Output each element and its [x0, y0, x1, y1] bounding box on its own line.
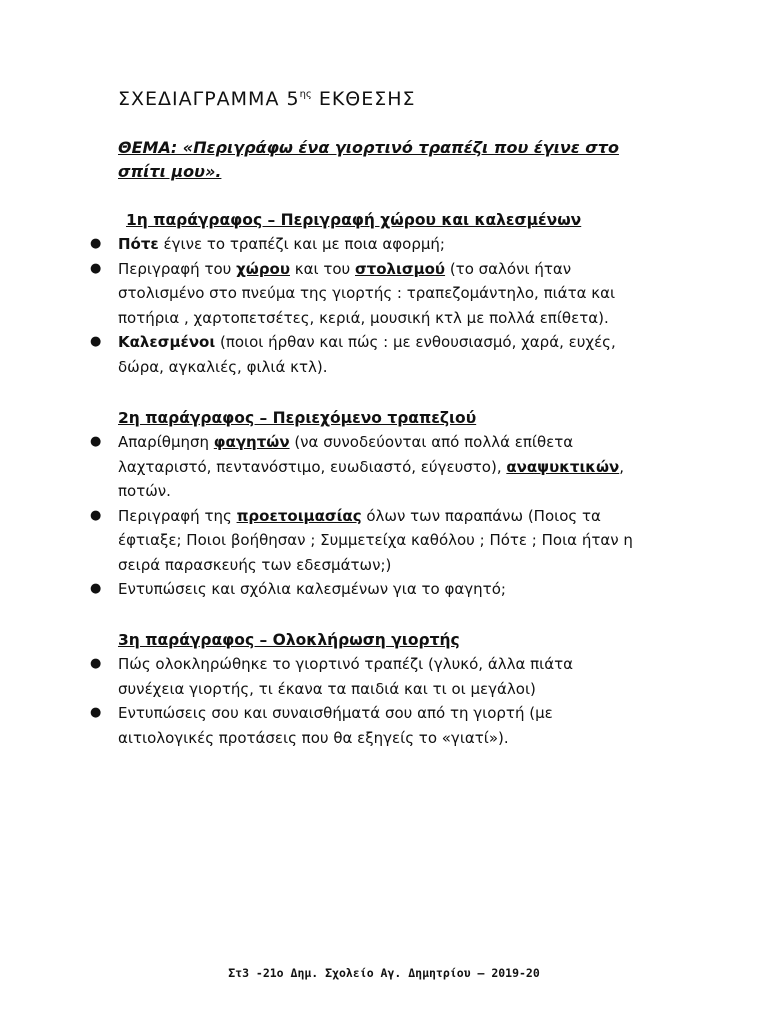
- keyword-text: αναψυκτικών: [506, 457, 620, 476]
- title-rest: ΕΚΘΕΣΗΣ: [311, 88, 416, 110]
- bullet-icon: ●: [90, 434, 102, 449]
- keyword-text: χώρου: [236, 259, 290, 278]
- item-text: όλων των παραπάνω (Ποιος τα έφτιαξε; Ποιοι βοήθησαν ; Συμμετείχα καθόλου ; Πότε ; Ποια ήταν η σειρά παρασκευής των εδεσμάτων;): [118, 506, 633, 574]
- list-item: [0, 430, 643, 504]
- section-paragraph-1: [0, 208, 768, 379]
- bullet-icon: ●: [90, 705, 102, 720]
- section-paragraph-2: [0, 406, 768, 602]
- document-title: [118, 88, 416, 110]
- section-paragraph-3: [0, 628, 768, 750]
- bullet-list: [0, 232, 768, 379]
- essay-topic: ΘΕΜΑ: «Περιγράφω ένα γιορτινό τραπέζι που έγινε στο σπίτι μου».: [118, 138, 619, 181]
- item-text: (να συνοδεύονται από πολλά επίθετα λαχταριστό, πεντανόστιμο, ευωδιαστό, εύγευστο),: [118, 433, 574, 476]
- list-item: [0, 652, 643, 701]
- bullet-icon: ●: [90, 236, 102, 251]
- list-item: [0, 504, 643, 578]
- keyword-text: Καλεσμένοι: [118, 333, 216, 351]
- item-text: Περιγραφή της: [118, 506, 237, 525]
- item-text: (ποιοι ήρθαν και πώς : με ενθουσιασμό, χαρά, ευχές, δώρα, αγκαλιές, φιλιά κτλ).: [118, 333, 616, 376]
- item-text: Πώς ολοκληρώθηκε το γιορτινό τραπέζι (γλυκό, άλλα πιάτα συνέχεια γιορτής, τι έκανα τα παιδιά και τι οι μεγάλοι): [118, 655, 574, 698]
- title-main: ΣΧΕΔΙΑΓΡΑΜΜΑ 5: [118, 88, 300, 110]
- bullet-icon: ●: [90, 656, 102, 671]
- item-text: , ποτών.: [118, 457, 624, 500]
- item-text: έγινε το τραπέζι και με ποια αφορμή;: [158, 235, 445, 253]
- keyword-text: στολισμού: [355, 259, 446, 278]
- keyword-text: φαγητών: [213, 433, 290, 451]
- item-text: Εντυπώσεις και σχόλια καλεσμένων για το φαγητό;: [118, 580, 506, 598]
- keyword-text: Πότε: [118, 235, 159, 253]
- keyword-text: προετοιμασίας: [236, 506, 362, 525]
- list-item: [0, 330, 643, 379]
- section-heading: 3η παράγραφος – Ολοκλήρωση γιορτής: [118, 631, 460, 649]
- item-text: Περιγραφή του: [118, 259, 237, 278]
- title-superscript: ης: [299, 89, 312, 100]
- list-item: [0, 701, 643, 750]
- section-heading: 1η παράγραφος – Περιγραφή χώρου και καλεσμένων: [126, 211, 582, 229]
- page-footer: Στ3 -21ο Δημ. Σχολείο Αγ. Δημητρίου – 2019-20: [228, 966, 540, 980]
- bullet-icon: ●: [90, 507, 102, 523]
- item-text: Απαρίθμηση: [118, 433, 214, 451]
- item-text: (το σαλόνι ήταν στολισμένο στο πνεύμα της γιορτής : τραπεζομάντηλο, πιάτα και ποτήρια , χαρτοπετσέτες, κεριά, μουσική κτλ με πολλά επίθετα).: [118, 259, 616, 327]
- list-item: [0, 577, 643, 602]
- list-item: [0, 257, 643, 331]
- item-text: και του: [290, 259, 355, 278]
- bullet-icon: ●: [90, 260, 102, 276]
- section-heading: 2η παράγραφος – Περιεχόμενο τραπεζιού: [118, 409, 477, 427]
- bullet-icon: ●: [90, 581, 102, 596]
- list-item: [0, 232, 643, 257]
- item-text: Εντυπώσεις σου και συναισθήματά σου από τη γιορτή (με αιτιολογικές προτάσεις που θα εξηγείς το «γιατί»).: [118, 704, 553, 747]
- bullet-icon: ●: [90, 334, 102, 349]
- bullet-list: [0, 430, 768, 602]
- bullet-list: [0, 652, 768, 750]
